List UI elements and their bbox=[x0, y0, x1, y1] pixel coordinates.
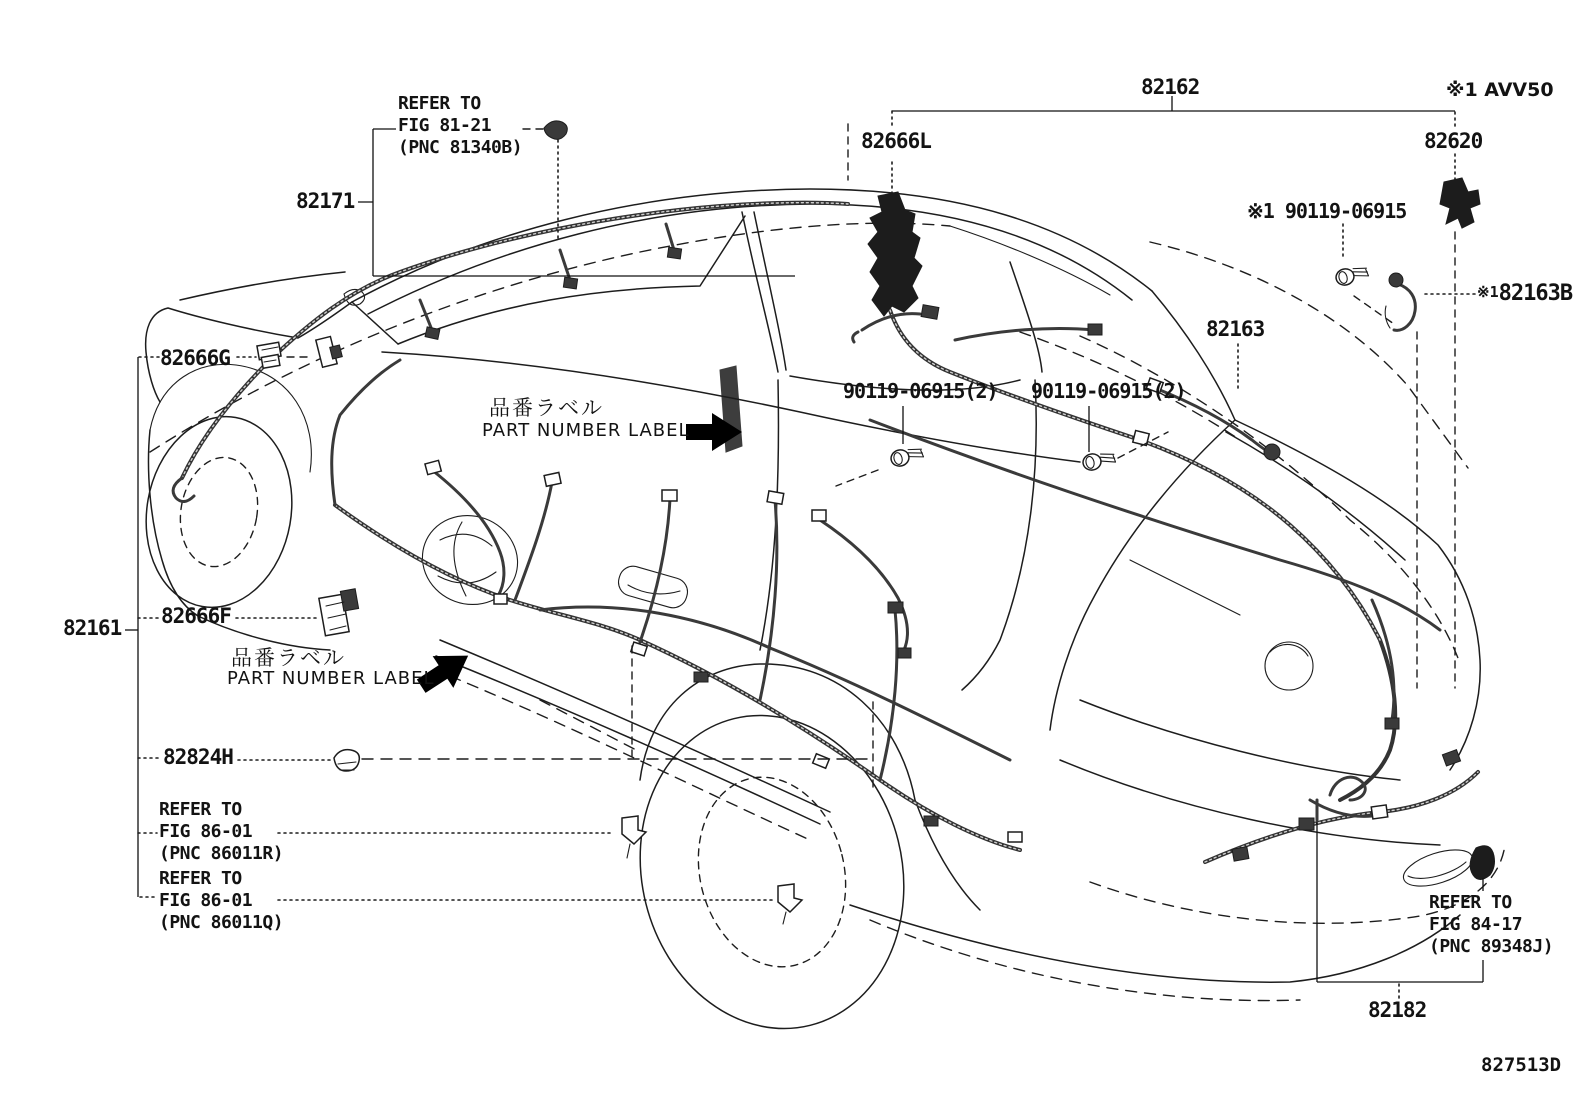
bolt-icon bbox=[889, 444, 924, 468]
ref-line: FIG 81-21 bbox=[398, 115, 492, 136]
ref-line: (PNC 86011Q) bbox=[159, 912, 284, 933]
rocker-clip-icon bbox=[778, 884, 802, 924]
note-prefix: ※1 bbox=[1477, 283, 1499, 301]
ref-line: FIG 86-01 bbox=[159, 821, 253, 842]
part-number-90119-06915-note[interactable]: ※1 90119-06915 bbox=[1247, 199, 1407, 223]
ref-line: REFER TO bbox=[159, 799, 242, 820]
rocker-clip-icon bbox=[622, 816, 646, 858]
ref-fig-86-01-r[interactable] bbox=[159, 799, 283, 865]
part-number-label-jp-1: 品番ラベル bbox=[489, 396, 604, 420]
bolt-icon bbox=[1334, 263, 1369, 287]
part-number-82182[interactable]: 82182 bbox=[1368, 998, 1427, 1022]
connector-82620-icon bbox=[1440, 178, 1480, 228]
ref-line: (PNC 86011R) bbox=[159, 843, 284, 864]
clip-82666g-icon bbox=[257, 342, 281, 368]
part-number-90119-06915-qty2-right[interactable]: 90119-06915(2) bbox=[1031, 379, 1186, 403]
part-number-82161[interactable]: 82161 bbox=[63, 616, 122, 640]
part-number-82824h[interactable]: 82824H bbox=[163, 745, 233, 769]
ref-line: FIG 84-17 bbox=[1429, 914, 1523, 935]
ref-line: (PNC 81340B) bbox=[398, 137, 523, 158]
part-number-82163b[interactable] bbox=[1477, 281, 1572, 306]
part-number-82620[interactable]: 82620 bbox=[1424, 129, 1483, 153]
part-number-90119-06915-qty2-left[interactable]: 90119-06915(2) bbox=[843, 379, 998, 403]
variant-note-avv50: ※1 AVV50 bbox=[1446, 79, 1554, 101]
ghost-body-lines bbox=[150, 124, 1505, 1001]
part-number-82666g[interactable]: 82666G bbox=[160, 346, 230, 370]
part-number-82666l[interactable]: 82666L bbox=[861, 129, 931, 153]
part-number-82171[interactable]: 82171 bbox=[296, 189, 355, 213]
grommet-icon bbox=[1470, 846, 1494, 880]
ref-fig-81-21[interactable] bbox=[398, 93, 522, 159]
ref-line: FIG 86-01 bbox=[159, 890, 253, 911]
part-number-82163[interactable]: 82163 bbox=[1206, 317, 1265, 341]
part-number-82162[interactable]: 82162 bbox=[1141, 75, 1200, 99]
bolt-icon bbox=[1082, 449, 1117, 471]
part-number-label-jp-2: 品番ラベル bbox=[231, 646, 346, 670]
part-number-text: 82163B bbox=[1498, 281, 1573, 306]
leader-lines bbox=[125, 96, 1483, 998]
part-number-label-en-1: PART NUMBER LABEL bbox=[482, 420, 690, 441]
ref-fig-86-01-q[interactable] bbox=[159, 868, 283, 934]
ref-line: (PNC 89348J) bbox=[1429, 936, 1554, 957]
figure-doc-code: 827513D bbox=[1481, 1054, 1562, 1076]
pillar-connector-icon bbox=[316, 336, 342, 367]
roof-clip-icon bbox=[544, 121, 567, 139]
connector-82666f-icon bbox=[319, 589, 359, 636]
ref-line: REFER TO bbox=[398, 93, 481, 114]
ref-fig-84-17[interactable] bbox=[1429, 892, 1553, 958]
ref-line: REFER TO bbox=[1429, 892, 1512, 913]
part-number-label-en-2: PART NUMBER LABEL bbox=[227, 668, 435, 689]
ref-line: REFER TO bbox=[159, 868, 242, 889]
part-number-82666f[interactable]: 82666F bbox=[161, 604, 231, 628]
clip-82824h-icon bbox=[334, 750, 359, 771]
